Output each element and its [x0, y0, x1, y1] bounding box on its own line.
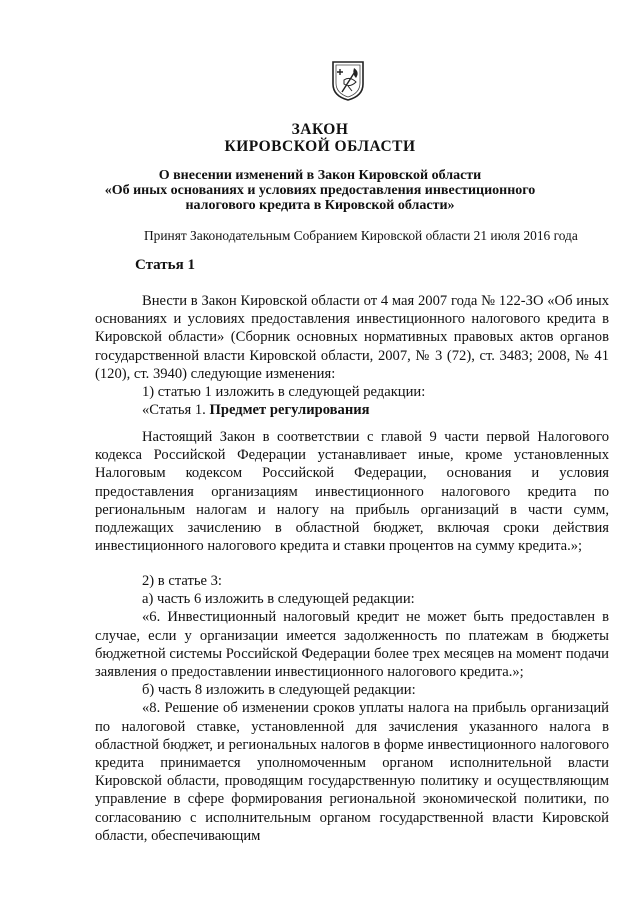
article-intro-block: [95, 292, 609, 419]
item-2b-text: «8. Решение об изменении сроков уплаты налога на прибыль организаций по налоговой ставке, установленной для зачисления указанного налога в областной бюджет, и региональных налогов в форме инвестиционного налогового кредита принимается уполномоченным органом исполнительной власти Кировской области, проводящим государственную политику и осуществляющим управление в сфере формирования региональной экономической политики, по согласованию с исполнительным органом государственной власти Кировской области, обеспечивающим: [95, 700, 609, 844]
quote-prefix: «Статья 1.: [142, 402, 210, 419]
quote-title: Предмет регулирования: [209, 402, 370, 419]
item-2: 2) в статье 3:: [142, 573, 222, 589]
item-2a: а) часть 6 изложить в следующей редакции:: [142, 591, 415, 608]
law-region: КИРОВСКОЙ ОБЛАСТИ: [224, 138, 416, 155]
article-1-text-block: [95, 428, 609, 555]
article-3-block: [95, 572, 609, 845]
law-subtitle-line2: «Об иных основаниях и условиях предоставления инвестиционного: [104, 183, 536, 198]
law-subtitle-line3: налогового кредита в Кировской области»: [185, 198, 455, 213]
article-heading: Статья 1: [135, 257, 195, 273]
kirov-coat-of-arms-icon: [330, 58, 366, 102]
law-subtitle-line1: О внесении изменений в Закон Кировской области: [158, 168, 482, 183]
item-1-quote-heading: [95, 401, 609, 419]
article-intro: Внести в Закон Кировской области от 4 мая 2007 года № 122-ЗО «Об иных основаниях и условиях предоставления инвестиционного налогового кредита в Кировской области» (Сборник основных нормативных правовых актов органов государственной власти Кировской области, 2007, № 3 (72), ст. 3483; 2008, № 41 (120), ст. 3940) следующие изменения:: [95, 293, 609, 382]
law-title: ЗАКОН: [291, 121, 349, 138]
item-2a-text: «6. Инвестиционный налоговый кредит не может быть предоставлен в случае, если у организации имеется задолженность по платежам в бюджеты бюджетной системы Российской Федерации более трех месяцев на момент подачи заявления о предоставлении инвестиционного налогового кредита.»;: [95, 609, 609, 681]
item-1-text: Настоящий Закон в соответствии с главой 9 части первой Налогового кодекса Российской Федерации устанавливает иные, кроме установленных Налоговым кодексом Российской Федерации, основания и условия предоставления организациям инвестиционного налогового кредита по региональным налогам и налогу на прибыль организаций в части сумм, подлежащих зачислению в областной бюджет, включая сроки действия инвестиционного налогового кредита и ставки процентов на сумму кредита.»;: [95, 429, 609, 555]
item-2b: б) часть 8 изложить в следующей редакции:: [142, 682, 416, 699]
item-1: 1) статью 1 изложить в следующей редакции:: [142, 384, 426, 401]
adoption-note: Принят Законодательным Собранием Кировской области 21 июля 2016 года: [144, 228, 578, 243]
